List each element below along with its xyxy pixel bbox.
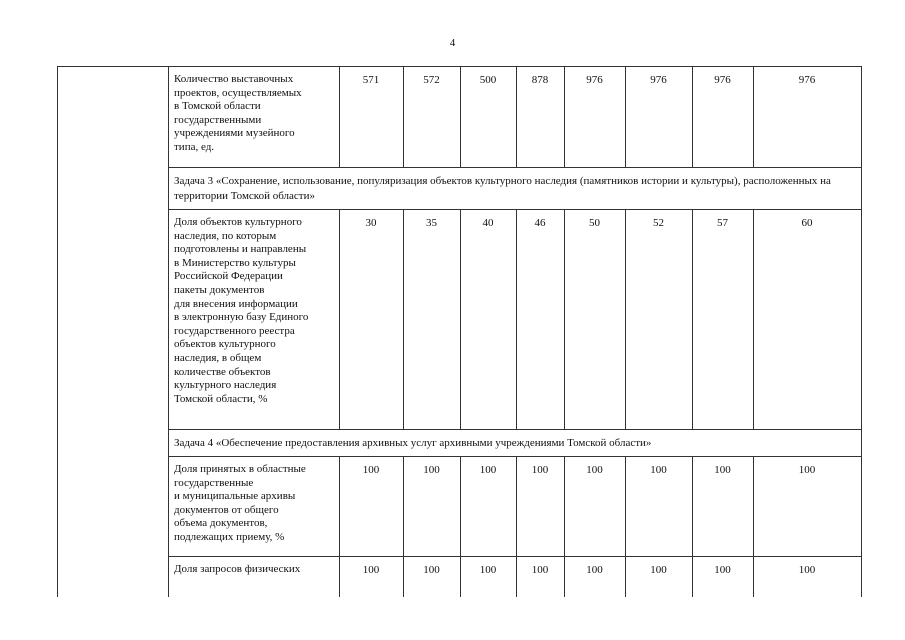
indicators-table <box>57 66 862 597</box>
value-cell: 57 <box>693 210 754 430</box>
value-cell: 35 <box>404 210 461 430</box>
value-cell: 60 <box>754 210 862 430</box>
value-cell: 46 <box>517 210 565 430</box>
value-cell: 100 <box>754 457 862 557</box>
indicator-label: Доля запросов физических <box>169 557 340 597</box>
indicator-label: Доля принятых в областные государственные и муниципальные архивы документов от общего объема документов, подлежащих приему, % <box>169 457 340 557</box>
value-cell: 976 <box>693 67 754 168</box>
value-cell: 100 <box>565 557 626 597</box>
value-cell: 100 <box>565 457 626 557</box>
value-cell: 30 <box>340 210 404 430</box>
value-cell: 100 <box>693 557 754 597</box>
table-row <box>58 557 862 597</box>
indicator-label: Доля объектов культурного наследия, по которым подготовлены и направлены в Министерство культуры Российской Федерации пакеты документов для внесения информации в электронную базу Единого государственного реестра объектов культурного наследия, в общем количестве объектов культурного наследия Томской области, % <box>169 210 340 430</box>
value-cell: 100 <box>517 557 565 597</box>
table-row <box>58 210 862 430</box>
page-number: 4 <box>449 37 456 49</box>
value-cell: 500 <box>461 67 517 168</box>
value-cell: 100 <box>461 557 517 597</box>
blank-left-column-cell <box>58 67 169 597</box>
value-cell: 100 <box>340 457 404 557</box>
value-cell: 100 <box>340 557 404 597</box>
value-cell: 571 <box>340 67 404 168</box>
task-row <box>58 430 862 457</box>
task-row <box>58 168 862 210</box>
value-cell: 100 <box>626 557 693 597</box>
value-cell: 100 <box>626 457 693 557</box>
value-cell: 878 <box>517 67 565 168</box>
value-cell: 100 <box>517 457 565 557</box>
value-cell: 100 <box>461 457 517 557</box>
value-cell: 100 <box>754 557 862 597</box>
value-cell: 976 <box>754 67 862 168</box>
value-cell: 50 <box>565 210 626 430</box>
value-cell: 572 <box>404 67 461 168</box>
indicator-label: Количество выставочных проектов, осуществляемых в Томской области государственными учреждениями музейного типа, ед. <box>169 67 340 168</box>
value-cell: 40 <box>461 210 517 430</box>
task-heading: Задача 3 «Сохранение, использование, популяризация объектов культурного наследия (памятников истории и культуры), расположенных на территории Томской области» <box>169 168 862 210</box>
task-heading: Задача 4 «Обеспечение предоставления архивных услуг архивными учреждениями Томской области» <box>169 430 862 457</box>
value-cell: 52 <box>626 210 693 430</box>
value-cell: 976 <box>626 67 693 168</box>
value-cell: 976 <box>565 67 626 168</box>
table-row <box>58 457 862 557</box>
value-cell: 100 <box>404 457 461 557</box>
value-cell: 100 <box>693 457 754 557</box>
table-row <box>58 67 862 168</box>
value-cell: 100 <box>404 557 461 597</box>
